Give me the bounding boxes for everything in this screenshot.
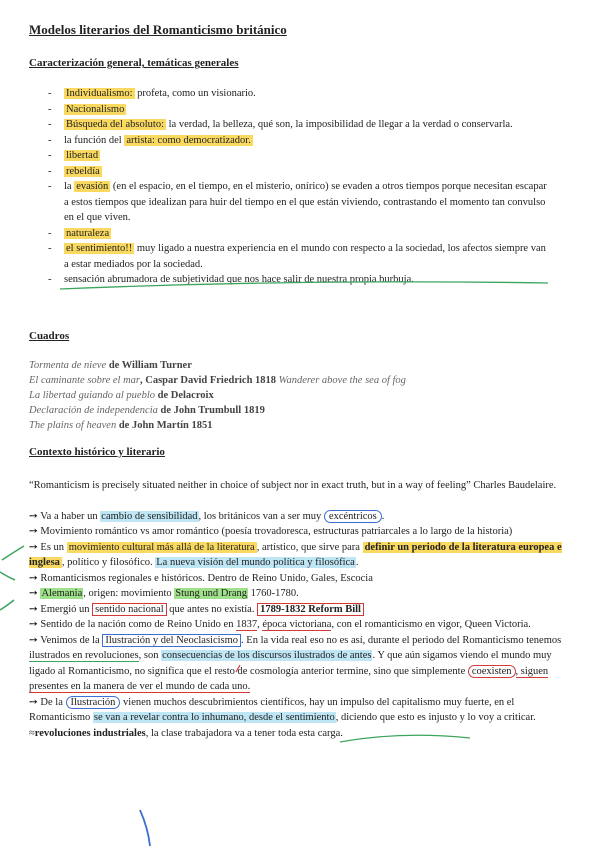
boxed-date: 1789-1832 Reform Bill	[257, 603, 364, 616]
margin-mark	[0, 572, 15, 580]
item-text: sensación abrumadora de subjetividad que nos hace salir de nuestra propia burbuja.	[64, 274, 414, 285]
circled-word: Ilustración	[66, 696, 121, 709]
boxed-phrase: Ilustración y del Neoclasicismo	[102, 634, 241, 647]
painting-title: La libertad guiando al pueblo	[29, 390, 155, 401]
text: .	[355, 557, 359, 568]
highlight: evasión	[76, 181, 109, 192]
text: . Y que aún sigamos viendo el mundo muy ligado al Romanticismo, no significa que el resto de cosmología anterior termine, sino que simplemente	[29, 650, 552, 677]
underlined: ilustrados en revoluciones	[29, 650, 139, 661]
painting-title: Tormenta de nieve	[29, 360, 107, 371]
item-text: profeta, como un visionario.	[134, 88, 256, 99]
painting-author: Delacroix	[170, 390, 214, 401]
text: vienen muchos descubrimientos científicos, hay un impulso del capitalismo muy fuerte, en el Romanticismo	[29, 696, 515, 723]
painting-sep: de	[106, 360, 122, 371]
text: ➙ Emergió un	[29, 603, 93, 615]
text: que antes no existía.	[166, 603, 258, 615]
highlight: artista: como democratizador.	[126, 134, 251, 146]
text: , político y filosófico.	[61, 557, 156, 568]
paragraph: ➙ Romanticismos regionales e históricos. Dentro de Reino Unido, Gales, Escocia	[29, 572, 373, 584]
highlight: naturaleza	[66, 227, 110, 239]
section-heading-cuadros: Cuadros	[29, 330, 70, 342]
quote: “Romanticism is precisely situated neither in choice of subject nor in exact truth, but in a way of feeling” Charles Baudelaire.	[29, 480, 557, 491]
margin-mark	[0, 600, 14, 610]
painting-alt-title: Wanderer above the sea of fog	[276, 375, 406, 386]
item-text: la	[64, 181, 75, 192]
item-text: la verdad, la belleza, qué son, la imposibilidad de llegar a la verdad o conservarla.	[166, 119, 513, 130]
text: 1760-1780.	[248, 588, 299, 599]
circled-word: excéntricos	[324, 510, 382, 523]
underlined: , siguen presentes en la manera de ver el mundo de cada uno.	[29, 665, 549, 692]
pen-tick	[236, 665, 240, 672]
highlight: Stung und Drang	[175, 588, 248, 599]
text: ➙	[29, 588, 41, 599]
painting-sep: de	[155, 390, 171, 401]
painting-author: Caspar David Friedrich 1818	[145, 375, 277, 386]
text: ,	[257, 619, 263, 630]
highlight: La nueva visión del mundo política y filosófica	[156, 557, 355, 568]
green-pen-line	[60, 282, 548, 289]
highlight: cambio de sensibilidad	[101, 510, 198, 522]
highlight: Alemania	[41, 588, 83, 599]
painting-sep: ,	[140, 375, 146, 386]
text: ➙ Sentido de la nación como de Reino Unido en	[29, 619, 237, 630]
text: . En la vida real eso no es así, durante el periodo del Romanticismo tenemos	[241, 634, 562, 646]
painting-title: The plains of heaven	[29, 420, 117, 431]
underlined: época victoriana	[262, 619, 332, 630]
text: , los británicos van a ser muy	[198, 510, 324, 522]
item-text: la función del	[64, 134, 125, 146]
highlight: rebeldía	[66, 165, 100, 177]
text: ➙ Venimos de la	[29, 634, 103, 646]
margin-mark	[2, 546, 24, 560]
highlight: se van a revelar contra lo inhumano, desde el sentimiento	[93, 712, 335, 723]
painting-sep: de	[157, 405, 174, 416]
painting-author: William Turner	[121, 360, 192, 371]
bold-phrase: revoluciones industriales	[34, 727, 146, 739]
section-heading-contexto: Contexto histórico y literario	[29, 446, 165, 458]
painting-title: Declaración de independencia	[29, 405, 158, 416]
paragraph: ➙ Movimiento romántico vs amor romántico (poesía trovadoresca, estructuras patriarcales a lo largo de la historia)	[29, 526, 513, 537]
boxed-phrase: sentido nacional	[92, 603, 167, 616]
item-text: (en el espacio, en el tiempo, en el misterio, onírico) se evaden a otros tiempos porque necesitan escapar a estos tiempos que idealizan para huir del tiempo en el que están viviendo, contrastando el momento tan convulso en el que viven.	[64, 181, 547, 223]
text: .	[381, 510, 385, 522]
highlight: libertad	[66, 150, 99, 161]
text: ➙ De la	[29, 696, 66, 708]
highlight-bold: definir un periodo de la literatura europea e inglesa	[29, 541, 562, 568]
text: , artístico, que sirve para	[256, 541, 363, 553]
painting-title: El caminante sobre el mar	[29, 375, 141, 386]
text: , origen: movimiento	[83, 588, 175, 599]
highlight: consecuencias de los discursos ilustrados de antes	[162, 650, 372, 661]
highlight: movimiento cultural más allá de la literatura	[68, 541, 255, 553]
text: ➙ Va a haber un	[29, 510, 101, 522]
highlight: el sentimiento!!	[66, 243, 133, 254]
text: ➙ Es un	[29, 541, 67, 553]
text: , la clase trabajadora va a tener toda esta carga.	[145, 727, 343, 739]
item-text: muy ligado a nuestra experiencia en el mundo con respecto a la sociedad, los afectos siempre van a estar mediados por la sociedad.	[64, 243, 546, 270]
margin-mark	[140, 810, 150, 846]
green-pen-line	[340, 735, 470, 742]
section-heading-caracterizacion: Caracterización general, temáticas generales	[29, 57, 239, 69]
circled-word: coexisten	[468, 665, 516, 678]
text: , son	[138, 650, 162, 661]
page-title: Modelos literarios del Romanticismo británico	[29, 22, 287, 37]
highlight: Individualismo:	[66, 88, 133, 99]
highlight: Nacionalismo	[66, 103, 125, 115]
underlined: 1837	[236, 619, 258, 630]
painting-author: John Trumbull 1819	[173, 405, 265, 416]
text: , con el romanticismo en vigor, Queen Victoria.	[331, 619, 531, 630]
highlight: Búsqueda del absoluto:	[66, 119, 164, 130]
painting-sep: de	[116, 420, 132, 431]
text: , diciendo que esto es injusto y lo voy a criticar. ≈	[29, 712, 536, 739]
painting-author: John Martín 1851	[131, 420, 213, 431]
